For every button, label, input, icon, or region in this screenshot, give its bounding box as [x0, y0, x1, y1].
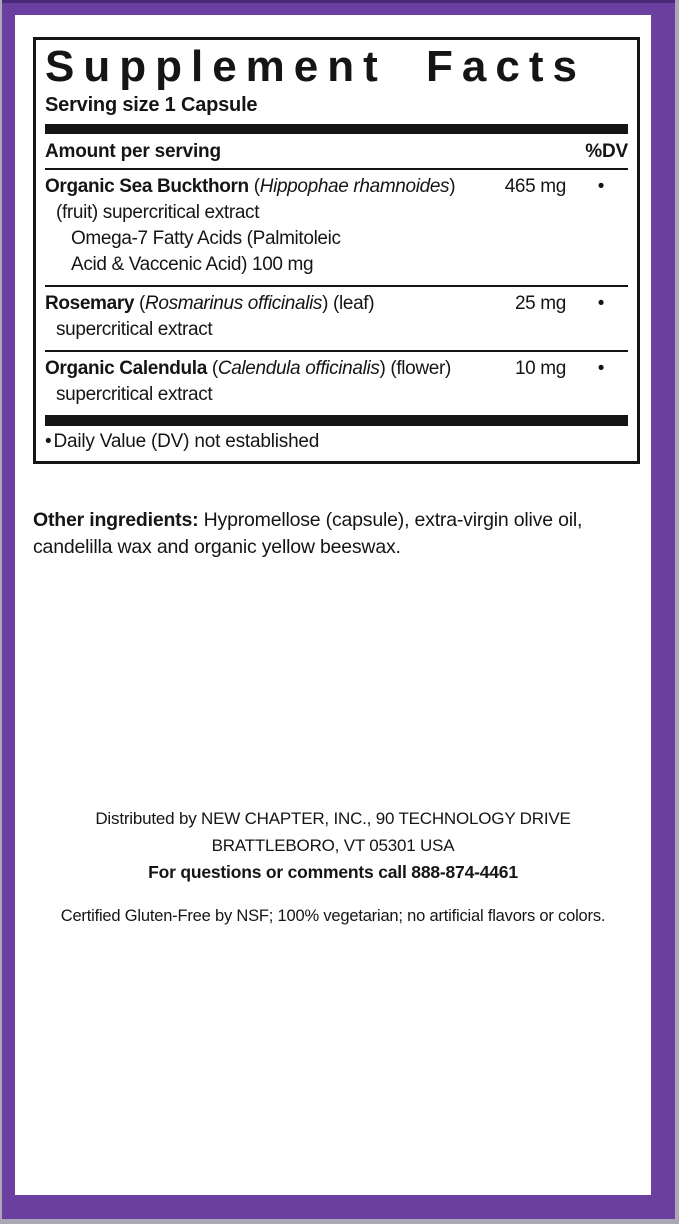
ingredient-row-calendula: [45, 352, 628, 415]
ingredient-name-suffix: ): [449, 175, 456, 197]
dv-footnote: [45, 426, 628, 453]
dv-bullet: •: [597, 292, 604, 314]
thick-divider-bottom: [45, 415, 628, 426]
ingredient-latin-name: Hippophae rhamnoides: [259, 175, 450, 197]
ingredient-subline: Acid & Vaccenic Acid) 100 mg: [71, 253, 314, 275]
ingredient-amount: 465 mg: [504, 175, 566, 197]
ingredient-name-bold: Rosemary: [45, 292, 135, 314]
ingredient-name: [45, 291, 480, 317]
contact-line: For questions or comments call 888-874-4461: [148, 862, 518, 882]
column-header-row: [45, 134, 628, 170]
other-ingredients-label: Other ingredients:: [33, 508, 199, 531]
ingredient-main-line: [45, 356, 628, 382]
footnote-text: Daily Value (DV) not established: [53, 430, 320, 452]
ingredient-name-suffix: ) (leaf): [322, 292, 375, 314]
ingredient-subline: Omega-7 Fatty Acids (Palmitoleic: [71, 227, 341, 249]
ingredient-name: [45, 174, 480, 200]
amount-per-serving-label: Amount per serving: [45, 140, 221, 162]
dv-bullet: •: [597, 175, 604, 197]
ingredient-row-sea-buckthorn: [45, 170, 628, 287]
ingredient-amount: 10 mg: [514, 357, 566, 379]
dv-header-label: %DV: [585, 140, 628, 162]
distributor-block: [15, 806, 651, 926]
dv-bullet: •: [597, 357, 604, 379]
ingredient-name-paren: (: [206, 357, 218, 379]
ingredient-latin-name: Calendula officinalis: [217, 357, 380, 379]
certification-line: Certified Gluten-Free by NSF; 100% vegetarian; no artificial flavors or colors.: [60, 906, 606, 925]
ingredient-subline: supercritical extract: [56, 318, 213, 340]
ingredient-name-bold: Organic Calendula: [45, 357, 207, 379]
ingredient-name: [45, 356, 480, 382]
serving-size: Serving size 1 Capsule: [45, 93, 258, 116]
ingredient-subline: supercritical extract: [56, 383, 213, 405]
other-ingredients-text: Hypromellose (capsule), extra-virgin olive oil, candelilla wax and organic yellow beeswax.: [33, 508, 583, 558]
frame-bottom-edge: [0, 1219, 679, 1224]
ingredient-name-paren: (: [134, 292, 145, 314]
ingredient-name-suffix: ) (flower): [379, 357, 451, 379]
thick-divider-top: [45, 124, 628, 134]
other-ingredients: [33, 507, 647, 562]
ingredient-name-paren: (: [248, 175, 260, 197]
ingredient-row-rosemary: [45, 287, 628, 352]
footnote-bullet: •: [45, 430, 52, 452]
ingredient-name-bold: Organic Sea Buckthorn: [45, 175, 249, 197]
ingredient-latin-name: Rosmarinus officinalis: [145, 292, 323, 314]
distributor-line-1: Distributed by NEW CHAPTER, INC., 90 TECHNOLOGY DRIVE: [95, 809, 571, 828]
ingredient-subline: (fruit) supercritical extract: [56, 201, 260, 223]
ingredient-main-line: [45, 291, 628, 317]
supplement-facts-panel: [33, 37, 640, 464]
panel-title: Supplement Facts: [45, 42, 586, 91]
frame-left-edge: [0, 0, 2, 1224]
ingredient-amount: 25 mg: [514, 292, 566, 314]
distributor-line-2: BRATTLEBORO, VT 05301 USA: [211, 835, 455, 855]
frame-right-edge: [675, 0, 679, 1224]
frame-top-edge: [0, 0, 679, 3]
ingredient-main-line: [45, 174, 628, 200]
